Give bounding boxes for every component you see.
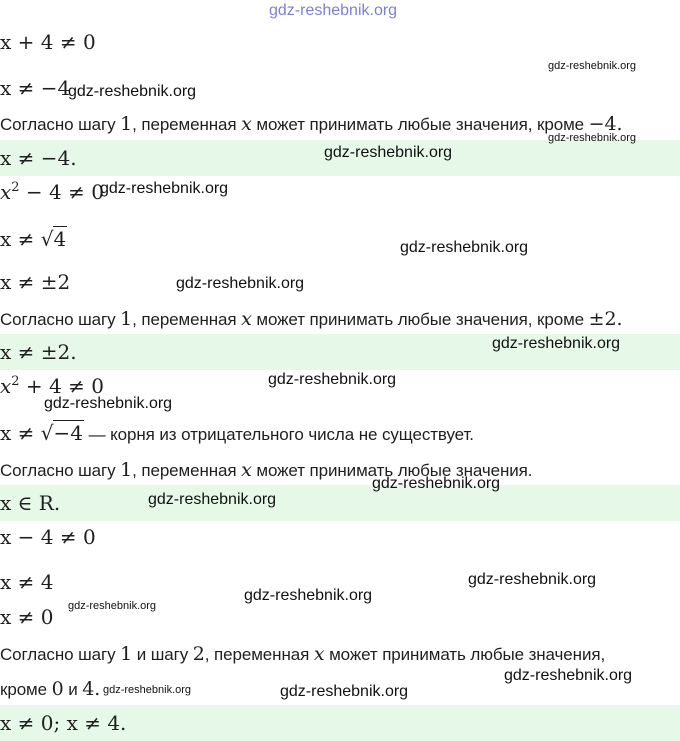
watermark: gdz-reshebnik.org bbox=[103, 684, 192, 696]
math-val: ±2 bbox=[588, 308, 617, 330]
result-x-not-4: x ≠ 4 bbox=[0, 570, 54, 594]
text-part: Согласно шагу bbox=[0, 461, 121, 480]
watermark: gdz-reshebnik.org bbox=[468, 571, 597, 588]
watermark: gdz-reshebnik.org bbox=[400, 239, 529, 256]
math-end: . bbox=[616, 113, 623, 135]
watermark: gdz-reshebnik.org bbox=[244, 587, 373, 604]
answer-1-text: x ≠ −4. bbox=[0, 146, 77, 170]
radicand: 4 bbox=[53, 227, 67, 251]
math-end: . bbox=[616, 308, 623, 330]
text-part: может принимать любые значения. bbox=[251, 461, 533, 480]
watermark: gdz-reshebnik.org bbox=[100, 180, 229, 197]
text-part: и bbox=[63, 680, 83, 699]
watermark: gdz-reshebnik.org bbox=[44, 395, 173, 412]
equation-x-plus-4: x + 4 ≠ 0 bbox=[0, 30, 96, 54]
text-part: , переменная bbox=[132, 310, 242, 329]
equation-x-minus-4: x − 4 ≠ 0 bbox=[0, 525, 96, 549]
watermark: gdz-reshebnik.org bbox=[176, 275, 305, 292]
watermark: gdz-reshebnik.org bbox=[492, 335, 621, 352]
watermark-top: gdz-reshebnik.org bbox=[269, 2, 398, 19]
text-part: , переменная bbox=[132, 461, 242, 480]
answer-3-text: x ∈ R. bbox=[0, 491, 61, 515]
math-num: 1 bbox=[120, 459, 133, 481]
equation-x-squared-plus-4: $x^2 + 4 \ne 0$ bbox=[0, 374, 104, 398]
explanation-step1-2-b bbox=[0, 678, 100, 700]
math-var: x bbox=[241, 113, 252, 135]
math-num: 1 bbox=[120, 308, 133, 330]
watermark: gdz-reshebnik.org bbox=[548, 60, 637, 72]
watermark: gdz-reshebnik.org bbox=[68, 83, 197, 100]
explanation-step1-a bbox=[0, 113, 622, 135]
answer-4-text: x ≠ 0; x ≠ 4. bbox=[0, 711, 127, 735]
answer-box-3 bbox=[0, 485, 680, 521]
math-num: 0 bbox=[51, 678, 64, 700]
math-prefix: x ≠ bbox=[0, 227, 41, 251]
watermark: gdz-reshebnik.org bbox=[324, 144, 453, 161]
text-part: , переменная bbox=[132, 115, 242, 134]
math-num: 1 bbox=[120, 643, 133, 665]
answer-2-text: x ≠ ±2. bbox=[0, 340, 77, 364]
watermark: gdz-reshebnik.org bbox=[372, 475, 501, 492]
watermark: gdz-reshebnik.org bbox=[148, 491, 277, 508]
text-part: Согласно шагу bbox=[0, 645, 121, 664]
math-prefix: x ≠ bbox=[0, 421, 41, 445]
equation-x-not-sqrt-4 bbox=[0, 226, 67, 251]
note-no-root: — корня из отрицательного числа не существует. bbox=[84, 425, 474, 444]
text-part: может принимать любые значения, кроме bbox=[251, 115, 589, 134]
result-x-not-minus-4: x ≠ −4 bbox=[0, 76, 71, 100]
watermark: gdz-reshebnik.org bbox=[548, 132, 637, 144]
equation-x-not-sqrt-minus-4 bbox=[0, 420, 474, 445]
watermark: gdz-reshebnik.org bbox=[68, 600, 157, 612]
text-part: может принимать любые значения, bbox=[324, 645, 606, 664]
math-num: 4 bbox=[82, 678, 95, 700]
math-var: x bbox=[241, 308, 252, 330]
text-part: и шагу bbox=[132, 645, 193, 664]
explanation-step1-b bbox=[0, 308, 622, 330]
explanation-step1-2-a bbox=[0, 643, 605, 665]
watermark: gdz-reshebnik.org bbox=[504, 667, 633, 684]
watermark: gdz-reshebnik.org bbox=[280, 683, 409, 700]
math-num: 1 bbox=[120, 113, 133, 135]
text-part: может принимать любые значения, кроме bbox=[251, 310, 589, 329]
math-end: . bbox=[94, 678, 101, 700]
text-part: кроме bbox=[0, 680, 52, 699]
text-part: Согласно шагу bbox=[0, 115, 121, 134]
math-var: x bbox=[241, 459, 252, 481]
math-num: 2 bbox=[192, 643, 205, 665]
answer-box-4 bbox=[0, 705, 680, 741]
equation-x-squared-minus-4: $x^2 - 4 \ne 0$ bbox=[0, 180, 104, 204]
math-var: x bbox=[313, 643, 325, 665]
sqrt-symbol: √4 bbox=[40, 227, 67, 251]
text-part: , переменная bbox=[204, 645, 314, 664]
watermark: gdz-reshebnik.org bbox=[268, 371, 397, 388]
result-x-not-0: x ≠ 0 bbox=[0, 605, 54, 629]
radicand: −4 bbox=[53, 421, 83, 445]
math-val: −4 bbox=[588, 113, 617, 135]
sqrt-symbol: √−4 bbox=[40, 421, 83, 445]
text-part: Согласно шагу bbox=[0, 310, 121, 329]
result-x-not-pm-2: x ≠ ±2 bbox=[0, 270, 71, 294]
